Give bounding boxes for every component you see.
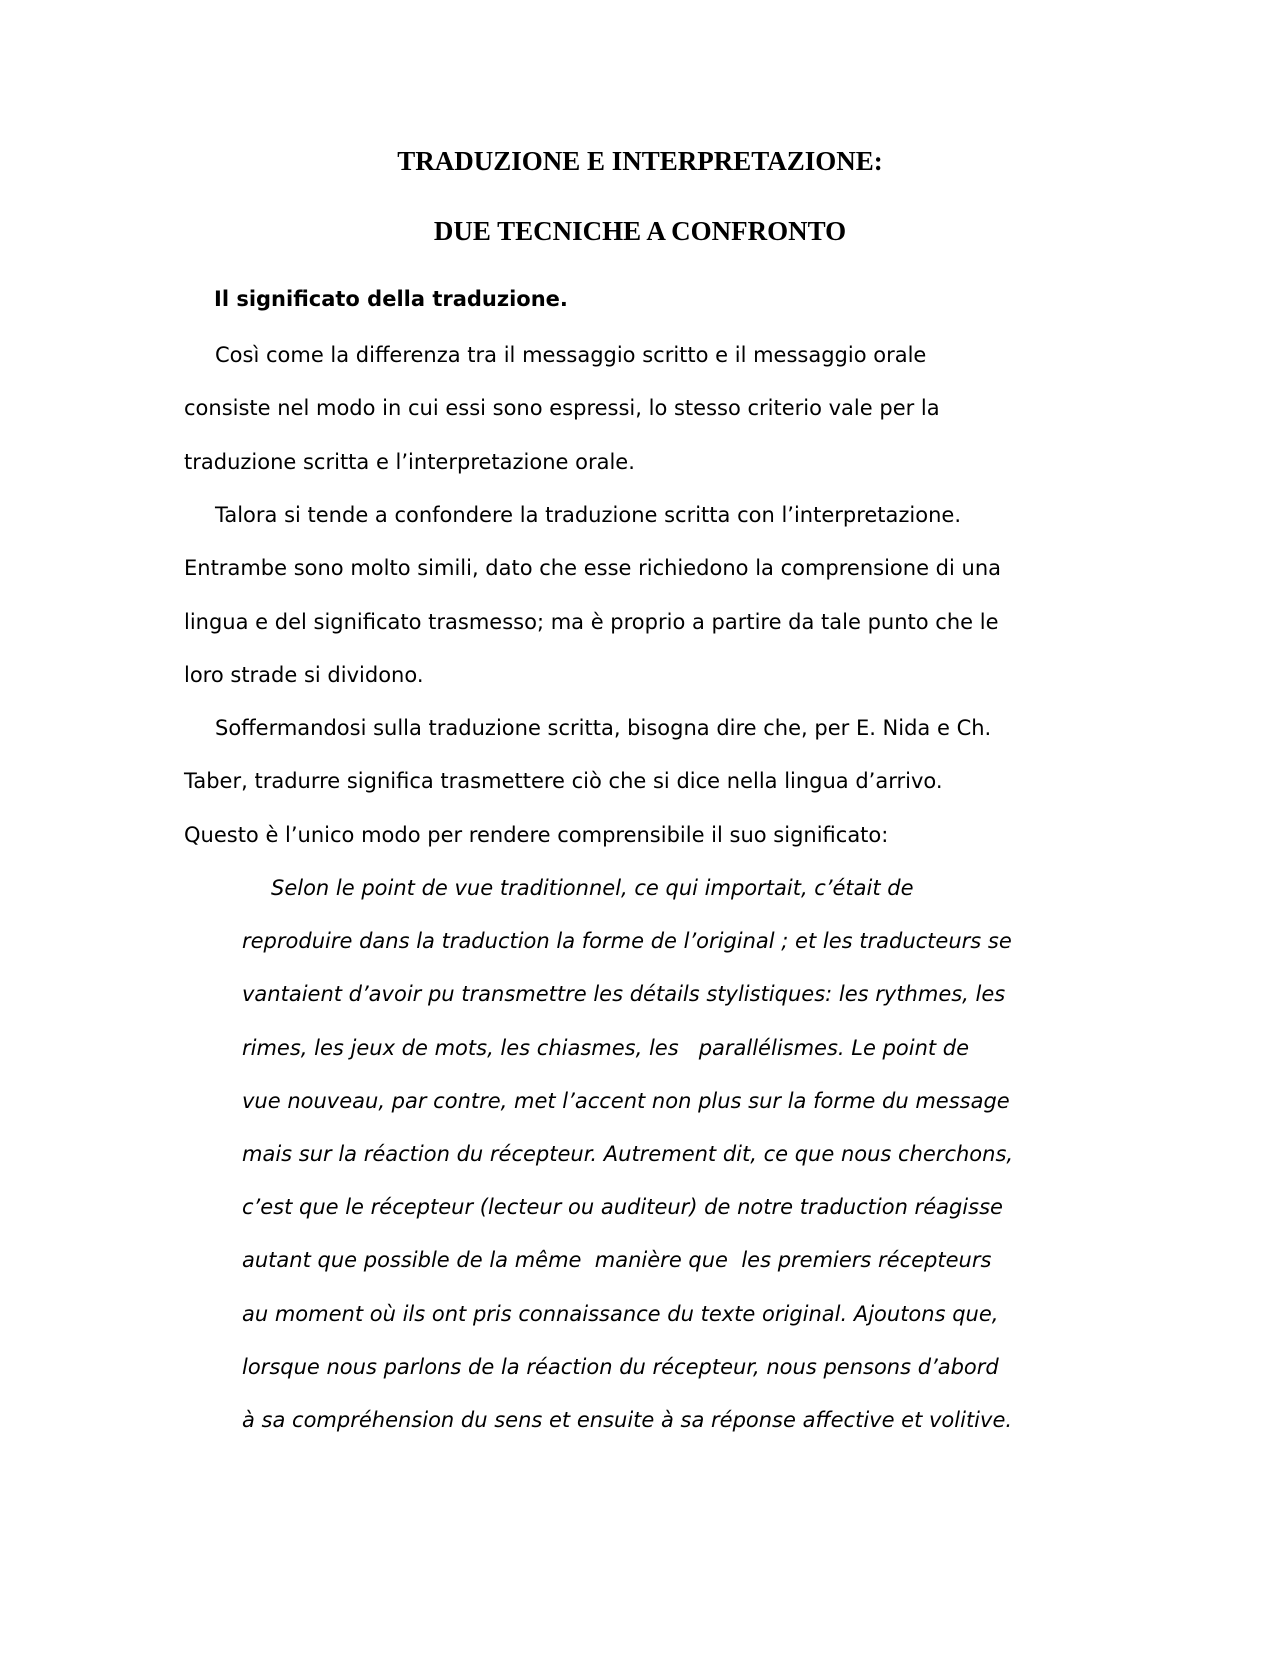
quote-line: reproduire dans la traduction la forme de l’original ; et les traducteurs se bbox=[242, 929, 1012, 954]
quote-line: rimes, les jeux de mots, les chiasmes, les parallélismes. Le point de bbox=[242, 1035, 970, 1060]
quote-line: vantaient d’avoir pu transmettre les détails stylistiques: les rythmes, les bbox=[242, 982, 1006, 1007]
quote-line: mais sur la réaction du récepteur. Autrement dit, ce que nous cherchons, bbox=[242, 1142, 1014, 1167]
paragraph-line: Talora si tende a confondere la traduzione scritta con l’interpretazione. bbox=[215, 503, 962, 527]
paragraph-line: Così come la differenza tra il messaggio scritto e il messaggio orale bbox=[215, 343, 927, 367]
paragraph-line: consiste nel modo in cui essi sono espressi, lo stesso criterio vale per la bbox=[184, 396, 940, 421]
block-quote bbox=[242, 862, 1122, 1447]
paragraph-2 bbox=[184, 489, 1104, 702]
quote-line: autant que possible de la même manière que les premiers récepteurs bbox=[242, 1248, 992, 1273]
document-subtitle: DUE TECNICHE A CONFRONTO bbox=[433, 216, 847, 246]
quote-line: lorsque nous parlons de la réaction du récepteur, nous pensons d’abord bbox=[242, 1354, 999, 1379]
paragraph-line: loro strade si dividono. bbox=[184, 662, 424, 687]
paragraph-line: lingua e del significato trasmesso; ma è proprio a partire da tale punto che le bbox=[184, 609, 999, 634]
paragraph-line: Questo è l’unico modo per rendere comprensibile il suo significato: bbox=[184, 822, 889, 847]
paragraph-3 bbox=[184, 702, 1104, 862]
paragraph-1 bbox=[184, 329, 1104, 489]
quote-line: Selon le point de vue traditionnel, ce qui importait, c’était de bbox=[271, 876, 914, 900]
quote-line: vue nouveau, par contre, met l’accent non plus sur la forme du message bbox=[242, 1088, 1010, 1113]
paragraph-line: Entrambe sono molto simili, dato che esse richiedono la comprensione di una bbox=[184, 556, 1002, 581]
paragraph-line: traduzione scritta e l’interpretazione orale. bbox=[184, 449, 635, 474]
quote-line: c’est que le récepteur (lecteur ou auditeur) de notre traduction réagisse bbox=[242, 1195, 1003, 1220]
paragraph-line: Taber, tradurre significa trasmettere ciò che si dice nella lingua d’arrivo. bbox=[184, 769, 943, 794]
paragraph-line: Soffermandosi sulla traduzione scritta, bisogna dire che, per E. Nida e Ch. bbox=[215, 716, 992, 740]
quote-line: au moment où ils ont pris connaissance du texte original. Ajoutons que, bbox=[242, 1301, 999, 1326]
quote-line: à sa compréhension du sens et ensuite à sa réponse affective et volitive. bbox=[242, 1408, 1013, 1433]
document-title: TRADUZIONE E INTERPRETAZIONE: bbox=[397, 146, 883, 176]
section-heading: Il significato della traduzione. bbox=[214, 287, 568, 311]
